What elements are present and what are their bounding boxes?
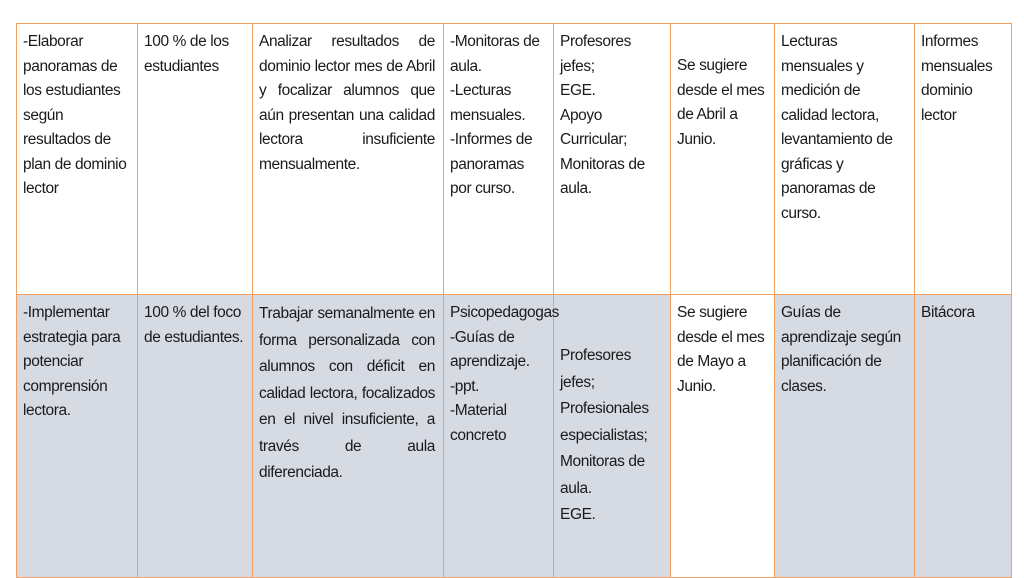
action-cell: Analizar resultados de dominio lector mes de Abril y focalizar alumnos que aún presentan una calidad lectora insuficiente mensualmente.	[253, 24, 444, 295]
planning-table	[16, 23, 1012, 578]
responsibles-cell: Profesores jefes; Profesionales especialistas; Monitoras de aula. EGE.	[554, 295, 671, 578]
indicator-cell: Guías de aprendizaje según planificación de clases.	[775, 295, 915, 578]
evidence-cell: Bitácora	[915, 295, 1012, 578]
objective-cell: -Elaborar panoramas de los estudiantes según resultados de plan de dominio lector	[17, 24, 138, 295]
timeframe-cell: Se sugiere desde el mes de Abril a Junio.	[671, 24, 775, 295]
indicator-cell: Lecturas mensuales y medición de calidad lectora, levantamiento de gráficas y panoramas de curso.	[775, 24, 915, 295]
evidence-cell: Informes mensuales dominio lector	[915, 24, 1012, 295]
table-row	[17, 24, 1012, 295]
action-cell: Trabajar semanalmente en forma personalizada con alumnos con déficit en calidad lectora, focalizados en el nivel insuficiente, a través de aula diferenciada.	[253, 295, 444, 578]
responsibles-cell: Profesores jefes; EGE. Apoyo Curricular; Monitoras de aula.	[554, 24, 671, 295]
resources-cell: -Monitoras de aula. -Lecturas mensuales. -Informes de panoramas por curso.	[444, 24, 554, 295]
timeframe-cell: Se sugiere desde el mes de Mayo a Junio.	[671, 295, 775, 578]
goal-cell: 100 % de los estudiantes	[138, 24, 253, 295]
table-row	[17, 295, 1012, 578]
objective-cell: -Implementar estrategia para potenciar comprensión lectora.	[17, 295, 138, 578]
resources-cell: Psicopedagogas -Guías de aprendizaje. -ppt. -Material concreto	[444, 295, 554, 578]
goal-cell: 100 % del foco de estudiantes.	[138, 295, 253, 578]
